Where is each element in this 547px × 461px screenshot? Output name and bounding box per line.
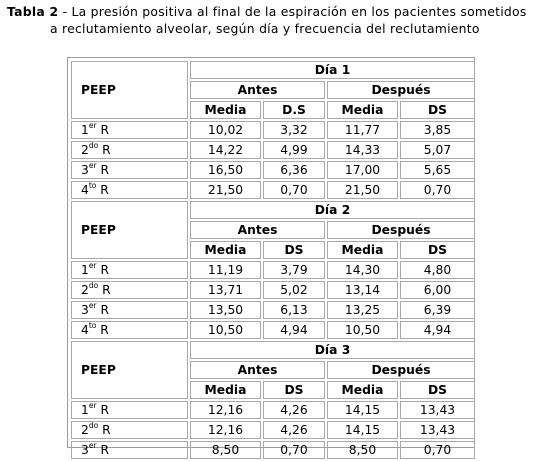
value-cell: 8,50 [327, 441, 398, 459]
value-cell: 4,26 [263, 421, 325, 439]
value-cell: 12,16 [190, 421, 261, 439]
recruitment-number: 2 [81, 143, 89, 157]
value-cell: 14,30 [327, 261, 398, 279]
value-cell: 13,71 [190, 281, 261, 299]
value-cell: 14,22 [190, 141, 261, 159]
table-caption [7, 3, 543, 37]
recruitment-suffix: R [98, 423, 111, 437]
recruitment-suffix: R [98, 143, 111, 157]
before-header: Antes [190, 221, 325, 239]
recruitment-number: 1 [81, 123, 89, 137]
recruitment-number: 3 [81, 443, 89, 457]
after-header: Después [327, 81, 475, 99]
recruitment-suffix: R [96, 443, 109, 457]
recruitment-ordinal: er [88, 261, 97, 270]
value-cell: 3,79 [263, 261, 325, 279]
value-cell: 13,43 [400, 401, 475, 419]
value-cell: 4,94 [400, 321, 475, 339]
value-cell: 6,00 [400, 281, 475, 299]
column-header: D.S [263, 101, 325, 119]
value-cell: 13,43 [400, 421, 475, 439]
table-row [71, 141, 475, 159]
table-row [71, 181, 475, 199]
caption-dash: - [58, 4, 72, 19]
recruitment-suffix: R [96, 403, 109, 417]
recruitment-suffix: R [96, 303, 109, 317]
value-cell: 4,94 [263, 321, 325, 339]
column-header: DS [400, 381, 475, 399]
value-cell: 5,65 [400, 161, 475, 179]
column-header: Media [190, 101, 261, 119]
day-header: Día 2 [190, 201, 475, 219]
value-cell: 0,70 [263, 181, 325, 199]
recruitment-suffix: R [96, 263, 109, 277]
after-header: Después [327, 221, 475, 239]
recruitment-label [71, 281, 188, 299]
value-cell: 21,50 [327, 181, 398, 199]
recruitment-suffix: R [96, 123, 109, 137]
recruitment-ordinal: do [88, 421, 99, 430]
value-cell: 17,00 [327, 161, 398, 179]
column-header: DS [263, 381, 325, 399]
value-cell: 4,80 [400, 261, 475, 279]
value-cell: 6,39 [400, 301, 475, 319]
recruitment-suffix: R [96, 323, 109, 337]
caption-line-2: a reclutamiento alveolar, según día y frecuencia del reclutamiento [50, 21, 480, 36]
day-header-row [71, 61, 475, 79]
recruitment-label [71, 161, 188, 179]
value-cell: 10,02 [190, 121, 261, 139]
column-header: DS [400, 101, 475, 119]
value-cell: 10,50 [327, 321, 398, 339]
column-header: Media [327, 381, 398, 399]
recruitment-number: 1 [81, 403, 89, 417]
table-row [71, 441, 475, 459]
value-cell: 5,07 [400, 141, 475, 159]
recruitment-number: 2 [81, 423, 89, 437]
value-cell: 4,99 [263, 141, 325, 159]
value-cell: 4,26 [263, 401, 325, 419]
column-header: DS [400, 241, 475, 259]
day-header: Día 3 [190, 341, 475, 359]
table-row [71, 161, 475, 179]
value-cell: 13,14 [327, 281, 398, 299]
recruitment-suffix: R [98, 283, 111, 297]
recruitment-label [71, 181, 188, 199]
value-cell: 0,70 [400, 181, 475, 199]
day-header-row [71, 341, 475, 359]
recruitment-label [71, 121, 188, 139]
recruitment-ordinal: do [88, 281, 99, 290]
caption-label: Tabla 2 [7, 4, 59, 19]
day-header-row [71, 201, 475, 219]
value-cell: 14,33 [327, 141, 398, 159]
peep-header: PEEP [71, 61, 188, 119]
peep-header: PEEP [71, 341, 188, 399]
table-row [71, 421, 475, 439]
recruitment-ordinal: to [88, 321, 97, 330]
before-header: Antes [190, 361, 325, 379]
table-row [71, 401, 475, 419]
caption-line-1: La presión positiva al final de la espiración en los pacientes sometidos [71, 4, 527, 19]
recruitment-label [71, 401, 188, 419]
table-row [71, 301, 475, 319]
recruitment-label [71, 141, 188, 159]
table-row [71, 261, 475, 279]
recruitment-ordinal: er [88, 441, 97, 450]
value-cell: 6,13 [263, 301, 325, 319]
recruitment-number: 1 [81, 263, 89, 277]
day-header: Día 1 [190, 61, 475, 79]
value-cell: 16,50 [190, 161, 261, 179]
column-header: Media [190, 241, 261, 259]
recruitment-number: 2 [81, 283, 89, 297]
value-cell: 13,25 [327, 301, 398, 319]
recruitment-label [71, 441, 188, 459]
recruitment-number: 4 [81, 183, 89, 197]
value-cell: 10,50 [190, 321, 261, 339]
recruitment-ordinal: er [88, 301, 97, 310]
value-cell: 3,32 [263, 121, 325, 139]
recruitment-suffix: R [96, 163, 109, 177]
recruitment-label [71, 301, 188, 319]
recruitment-number: 3 [81, 163, 89, 177]
peep-header: PEEP [71, 201, 188, 259]
peep-table [69, 59, 477, 461]
value-cell: 21,50 [190, 181, 261, 199]
before-header: Antes [190, 81, 325, 99]
value-cell: 13,50 [190, 301, 261, 319]
recruitment-number: 3 [81, 303, 89, 317]
recruitment-suffix: R [96, 183, 109, 197]
recruitment-ordinal: do [88, 141, 99, 150]
recruitment-ordinal: er [88, 401, 97, 410]
table-row [71, 121, 475, 139]
value-cell: 11,19 [190, 261, 261, 279]
value-cell: 5,02 [263, 281, 325, 299]
recruitment-ordinal: to [88, 181, 97, 190]
recruitment-label [71, 421, 188, 439]
column-header: Media [327, 241, 398, 259]
value-cell: 6,36 [263, 161, 325, 179]
column-header: Media [190, 381, 261, 399]
after-header: Después [327, 361, 475, 379]
value-cell: 12,16 [190, 401, 261, 419]
value-cell: 0,70 [400, 441, 475, 459]
recruitment-ordinal: er [88, 121, 97, 130]
value-cell: 0,70 [263, 441, 325, 459]
table-row [71, 321, 475, 339]
column-header: DS [263, 241, 325, 259]
recruitment-ordinal: er [88, 161, 97, 170]
table-row [71, 281, 475, 299]
value-cell: 14,15 [327, 421, 398, 439]
value-cell: 3,85 [400, 121, 475, 139]
value-cell: 8,50 [190, 441, 261, 459]
recruitment-number: 4 [81, 323, 89, 337]
recruitment-label [71, 261, 188, 279]
value-cell: 14,15 [327, 401, 398, 419]
column-header: Media [327, 101, 398, 119]
value-cell: 11,77 [327, 121, 398, 139]
recruitment-label [71, 321, 188, 339]
